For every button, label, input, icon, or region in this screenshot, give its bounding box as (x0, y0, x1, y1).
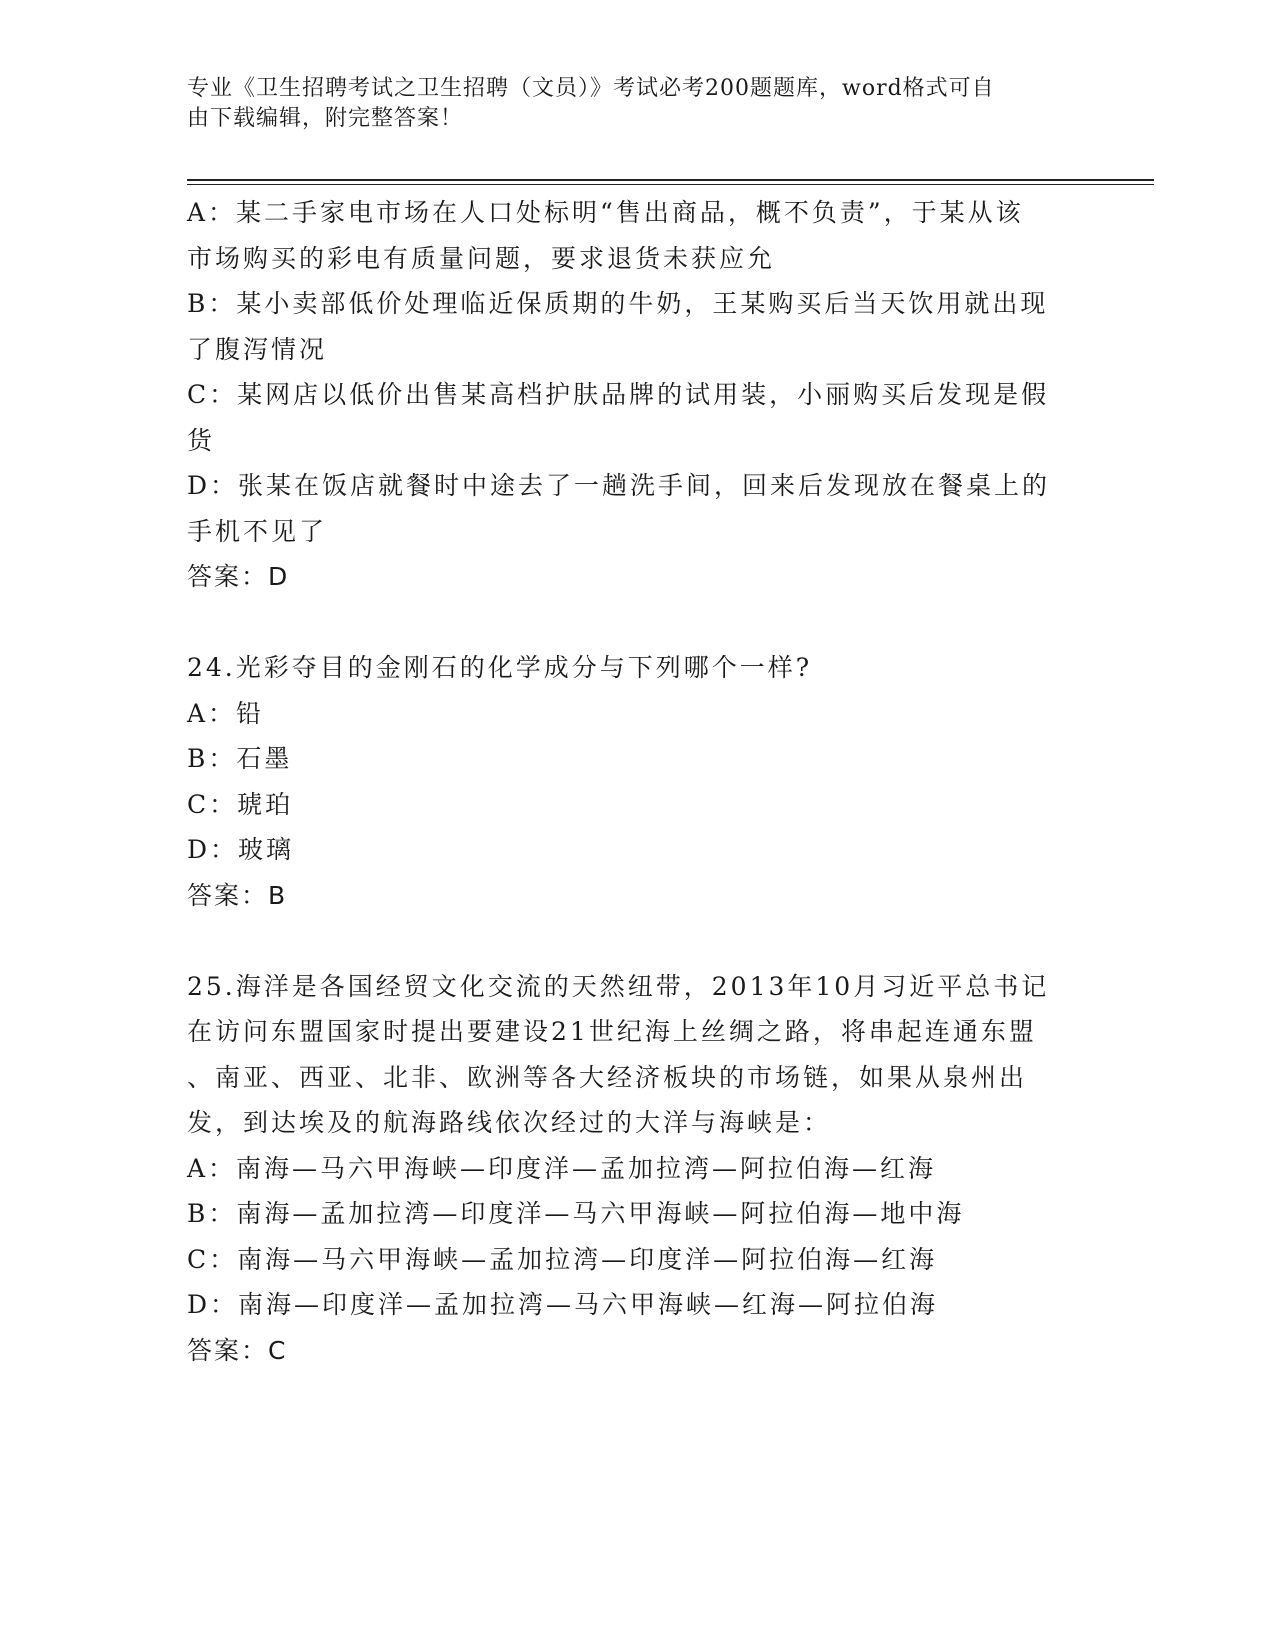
q25-option-b: B：南海—孟加拉湾—印度洋—马六甲海峡—阿拉伯海—地中海 (187, 1199, 965, 1228)
q25-question-line-3: 、南亚、西亚、北非、欧洲等各大经济板块的市场链，如果从泉州出 (187, 1062, 1028, 1092)
question-25 (187, 964, 1077, 1374)
question-24 (187, 645, 1077, 918)
q24-question: 24.光彩夺目的金刚石的化学成分与下列哪个一样? (187, 653, 813, 682)
q25-answer: 答案：C (187, 1335, 288, 1365)
header-line-2: 由下载编辑，附完整答案！ (187, 106, 464, 131)
q25-question-line-2: 在访问东盟国家时提出要建设21世纪海上丝绸之路，将串起连通东盟 (187, 1017, 1037, 1046)
header-divider-thick (187, 179, 1154, 181)
q23-option-d-line-1: D：张某在饭店就餐时中途去了一趟洗手间，回来后发现放在餐桌上的 (187, 471, 1051, 500)
q23-option-c-line-2: 货 (187, 425, 216, 455)
q23-answer: 答案：D (187, 562, 290, 591)
q23-option-b-line-1: B：某小卖部低价处理临近保质期的牛奶，王某购买后当天饮用就出现 (187, 289, 1049, 318)
document-header (187, 74, 1067, 134)
q25-option-d: D：南海—印度洋—孟加拉湾—马六甲海峡—红海—阿拉伯海 (187, 1290, 939, 1319)
q25-option-a: A：南海—马六甲海峡—印度洋—孟加拉湾—阿拉伯海—红海 (187, 1153, 937, 1183)
q24-option-d: D：玻璃 (187, 835, 295, 864)
q23-option-a-line-1: A：某二手家电市场在人口处标明“售出商品，概不负责”，于某从该 (187, 198, 1024, 227)
q24-option-a: A：铅 (187, 698, 265, 728)
question-spacer (187, 600, 1077, 646)
header-line-1: 专业《卫生招聘考试之卫生招聘（文员）》考试必考200题题库，word格式可自 (187, 76, 995, 101)
document-body (187, 190, 1077, 1373)
question-23 (187, 190, 1077, 600)
q24-option-b: B：石墨 (187, 744, 293, 773)
q23-option-d-line-2: 手机不见了 (187, 516, 328, 546)
q25-question-line-1: 25.海洋是各国经贸文化交流的天然纽带，2013年10月习近平总书记 (187, 971, 1050, 1001)
q23-option-b-line-2: 了腹泻情况 (187, 334, 328, 364)
q25-question-line-4: 发，到达埃及的航海路线依次经过的大洋与海峡是： (187, 1108, 832, 1137)
question-spacer (187, 918, 1077, 964)
q25-option-c: C：南海—马六甲海峡—孟加拉湾—印度洋—阿拉伯海—红海 (187, 1244, 938, 1274)
q23-option-a-line-2: 市场购买的彩电有质量问题，要求退货未获应允 (187, 243, 776, 273)
q23-option-c-line-1: C：某网店以低价出售某高档护肤品牌的试用装，小丽购买后发现是假 (187, 380, 1050, 409)
q24-option-c: C：琥珀 (187, 789, 294, 819)
header-divider-thin (187, 184, 1154, 185)
q24-answer: 答案：B (187, 880, 288, 910)
